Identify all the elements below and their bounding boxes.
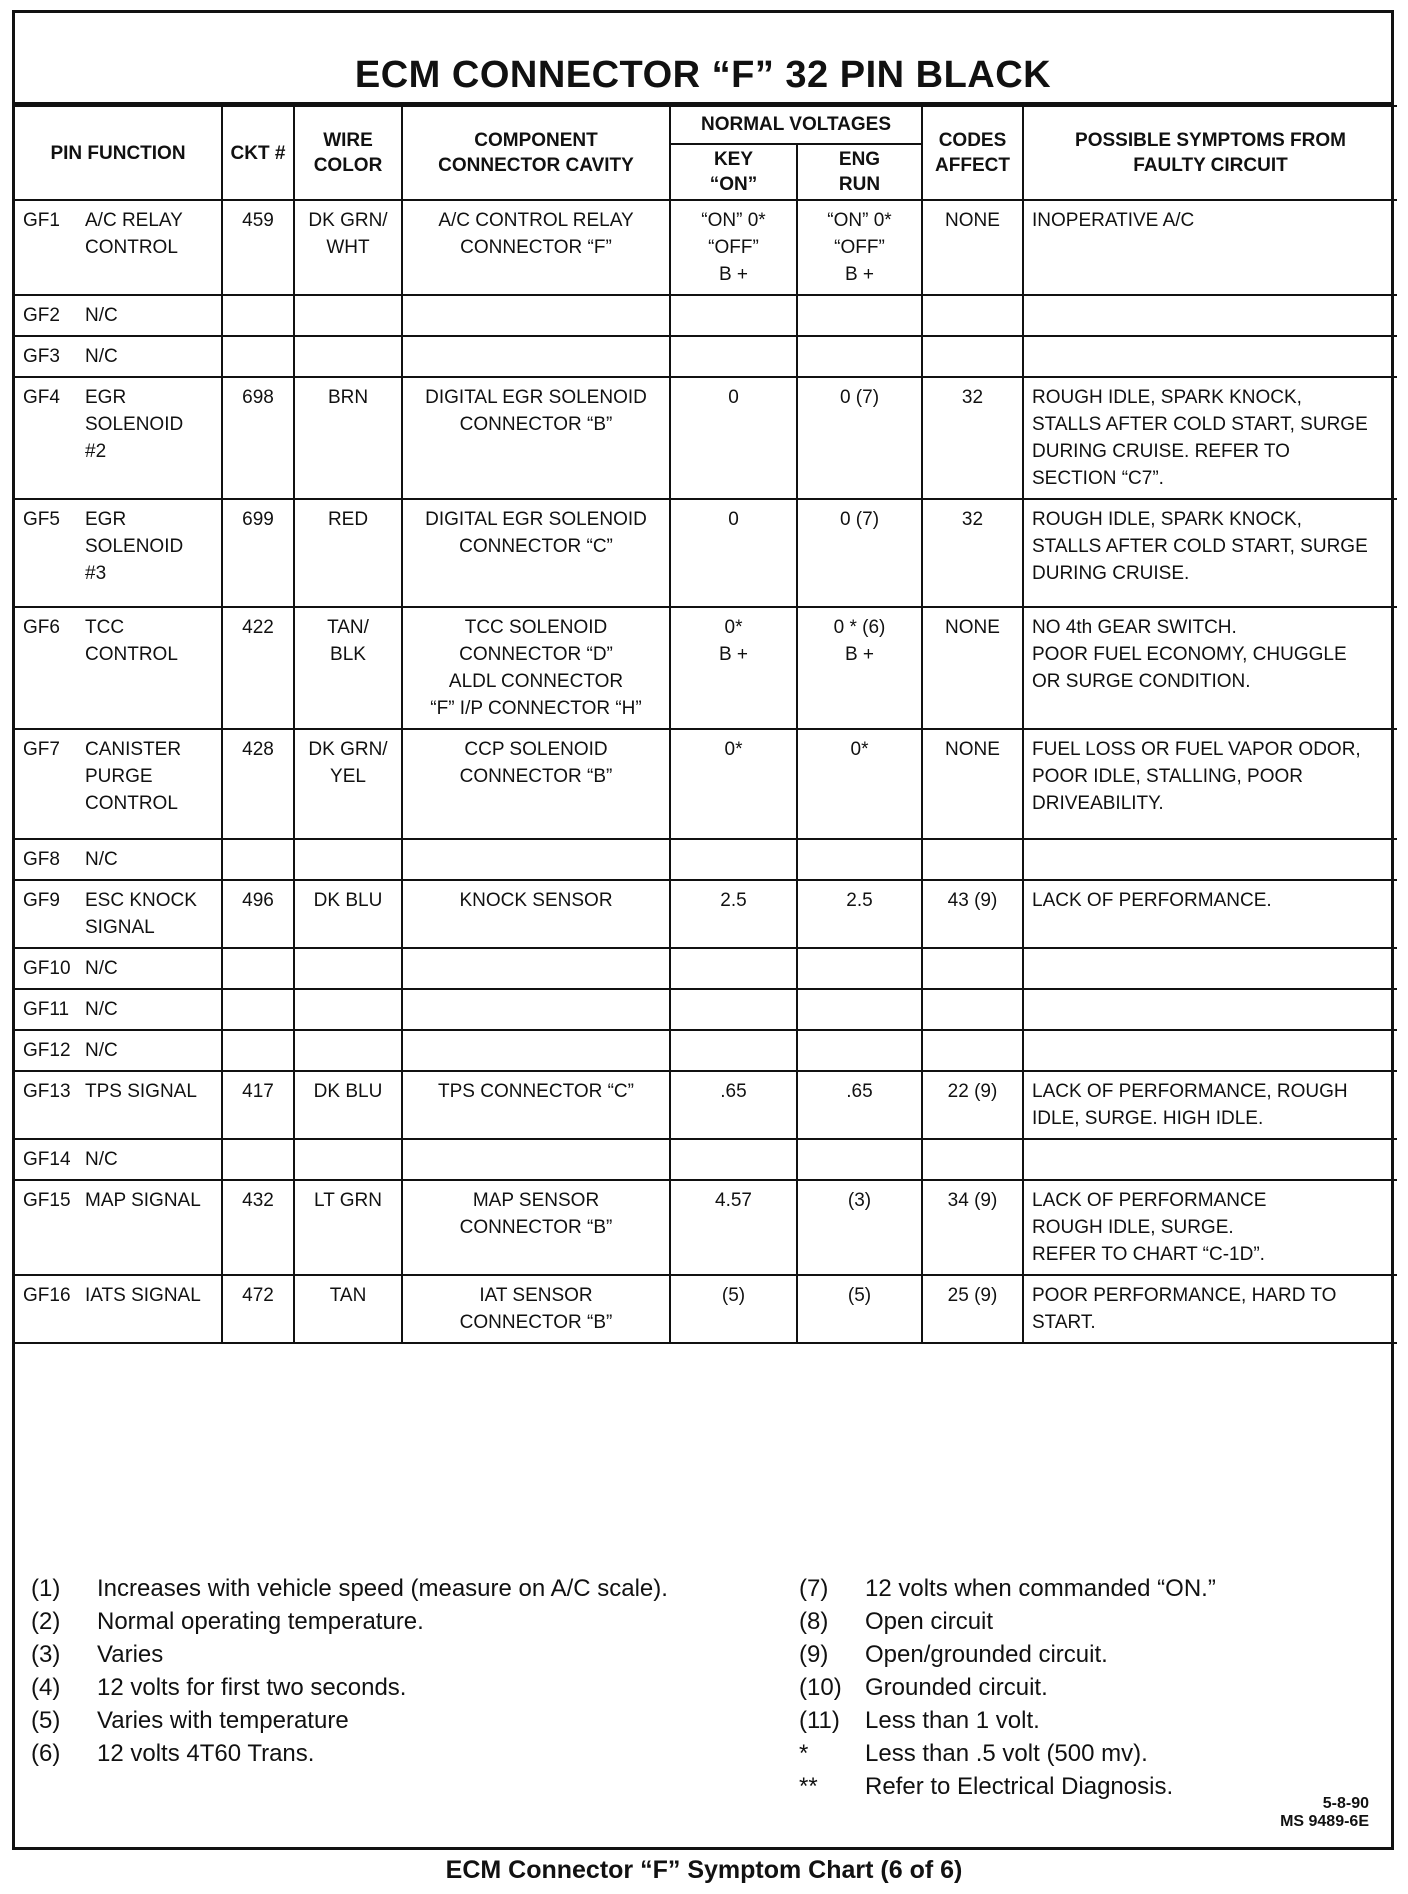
footnote-text: Less than .5 volt (500 mv). [865, 1740, 1148, 1767]
footnote-text: 12 volts when commanded “ON.” [865, 1575, 1216, 1602]
footnote-key: (2) [31, 1608, 61, 1635]
codes-cell: NONE [922, 607, 1023, 729]
wire-color-cell [294, 989, 402, 1030]
component-cell: KNOCK SENSOR [402, 880, 670, 948]
symptoms-cell [1023, 295, 1397, 336]
footnote [799, 1671, 1216, 1704]
wire-color-cell: BRN [294, 377, 402, 499]
reference-number: MS 9489-6E [1280, 1813, 1369, 1830]
footnote-text: Open circuit [865, 1608, 994, 1635]
ckt-cell: 496 [222, 880, 294, 948]
pin-function-cell [15, 499, 222, 607]
ckt-cell [222, 1030, 294, 1071]
component-cell [402, 989, 670, 1030]
pin-function: N/C [85, 1149, 118, 1170]
pin-function: MAP SIGNAL [85, 1190, 201, 1211]
pin-id: GF15 [23, 1190, 71, 1211]
table-row [15, 295, 1397, 336]
footnote-text: Varies with temperature [97, 1707, 349, 1734]
pin-function-cell [15, 839, 222, 880]
key-on-voltage-cell: 0 [670, 499, 797, 607]
pin-function-cell [15, 989, 222, 1030]
eng-run-voltage-cell [797, 839, 922, 880]
component-cell [402, 948, 670, 989]
footnote-text: Normal operating temperature. [97, 1608, 424, 1635]
eng-run-voltage-cell: 0 * (6) B + [797, 607, 922, 729]
eng-run-voltage-cell [797, 1030, 922, 1071]
table-row [15, 729, 1397, 839]
footnote [799, 1605, 1216, 1638]
symptoms-cell [1023, 989, 1397, 1030]
eng-run-voltage-cell: .65 [797, 1071, 922, 1139]
footnote-text: Refer to Electrical Diagnosis. [865, 1773, 1174, 1800]
footnote-text: Grounded circuit. [865, 1674, 1048, 1701]
ckt-cell: 417 [222, 1071, 294, 1139]
footnote [799, 1737, 1216, 1770]
pin-function-cell [15, 948, 222, 989]
component-cell: DIGITAL EGR SOLENOID CONNECTOR “C” [402, 499, 670, 607]
pin-function: N/C [85, 1040, 118, 1061]
wire-color-cell: DK GRN/ YEL [294, 729, 402, 839]
reference-date: 5-8-90 [1322, 1795, 1369, 1812]
footnote [31, 1737, 668, 1770]
footnotes [15, 1494, 1391, 1849]
pin-function-cell [15, 729, 222, 839]
footnote-key: (8) [799, 1608, 829, 1635]
codes-cell [922, 948, 1023, 989]
component-cell: A/C CONTROL RELAY CONNECTOR “F” [402, 200, 670, 295]
ckt-cell [222, 839, 294, 880]
wire-color-cell: DK BLU [294, 1071, 402, 1139]
codes-cell: NONE [922, 729, 1023, 839]
footnote [799, 1572, 1216, 1605]
table-row [15, 989, 1397, 1030]
footnote-key: (1) [31, 1575, 61, 1602]
pin-function-cell [15, 200, 222, 295]
symptoms-cell: LACK OF PERFORMANCE. [1023, 880, 1397, 948]
key-on-voltage-cell [670, 989, 797, 1030]
key-on-voltage-cell [670, 295, 797, 336]
pin-id: GF16 [23, 1285, 71, 1306]
wire-color-cell: DK BLU [294, 880, 402, 948]
symptoms-cell: LACK OF PERFORMANCE, ROUGH IDLE, SURGE. HIGH IDLE. [1023, 1071, 1397, 1139]
symptoms-cell: POOR PERFORMANCE, HARD TO START. [1023, 1275, 1397, 1343]
pin-function: IATS SIGNAL [85, 1285, 201, 1306]
pin-id: GF1 [23, 210, 60, 231]
wire-color-cell: DK GRN/ WHT [294, 200, 402, 295]
pin-function: N/C [85, 958, 118, 979]
header-normal-voltages: NORMAL VOLTAGES [670, 106, 922, 144]
component-cell [402, 1030, 670, 1071]
eng-run-voltage-cell [797, 948, 922, 989]
footnote [31, 1638, 668, 1671]
key-on-voltage-cell: 0* B + [670, 607, 797, 729]
codes-cell [922, 295, 1023, 336]
eng-run-voltage-cell [797, 336, 922, 377]
pin-function-cell [15, 1139, 222, 1180]
pin-id: GF3 [23, 346, 60, 367]
pin-id: GF14 [23, 1149, 71, 1170]
symptoms-cell: FUEL LOSS OR FUEL VAPOR ODOR, POOR IDLE, STALLING, POOR DRIVEABILITY. [1023, 729, 1397, 839]
component-cell: IAT SENSOR CONNECTOR “B” [402, 1275, 670, 1343]
pin-function: CANISTER PURGE CONTROL [85, 739, 182, 814]
wire-color-cell [294, 948, 402, 989]
pin-rows [15, 200, 1397, 1343]
pin-id: GF4 [23, 387, 60, 408]
symptoms-cell: ROUGH IDLE, SPARK KNOCK, STALLS AFTER COLD START, SURGE DURING CRUISE. [1023, 499, 1397, 607]
eng-run-voltage-cell: 0* [797, 729, 922, 839]
codes-cell: 32 [922, 377, 1023, 499]
ckt-cell: 459 [222, 200, 294, 295]
codes-cell: 43 (9) [922, 880, 1023, 948]
pin-function: EGR SOLENOID #3 [85, 509, 184, 584]
component-cell: MAP SENSOR CONNECTOR “B” [402, 1180, 670, 1275]
wire-color-cell [294, 295, 402, 336]
eng-run-voltage-cell [797, 1139, 922, 1180]
symptoms-cell [1023, 1030, 1397, 1071]
key-on-voltage-cell [670, 1139, 797, 1180]
footnote [799, 1770, 1216, 1803]
key-on-voltage-cell [670, 839, 797, 880]
footnote-key: (7) [799, 1575, 829, 1602]
footnotes-left [31, 1572, 668, 1770]
pin-function: N/C [85, 849, 118, 870]
codes-cell [922, 1030, 1023, 1071]
ckt-cell [222, 336, 294, 377]
footnote [31, 1605, 668, 1638]
chart-caption: ECM Connector “F” Symptom Chart (6 of 6) [445, 1856, 963, 1884]
pin-function: ESC KNOCK SIGNAL [85, 890, 197, 938]
component-cell [402, 839, 670, 880]
table-row [15, 1275, 1397, 1343]
eng-run-voltage-cell [797, 989, 922, 1030]
pin-function-cell [15, 880, 222, 948]
pin-id: GF10 [23, 958, 71, 979]
component-cell [402, 336, 670, 377]
footnote-key: (10) [799, 1674, 842, 1701]
eng-run-voltage-cell: (5) [797, 1275, 922, 1343]
table-row [15, 948, 1397, 989]
codes-cell [922, 839, 1023, 880]
component-cell: CCP SOLENOID CONNECTOR “B” [402, 729, 670, 839]
header-symptoms: POSSIBLE SYMPTOMS FROM FAULTY CIRCUIT [1023, 106, 1397, 200]
pin-function-cell [15, 336, 222, 377]
eng-run-voltage-cell: 2.5 [797, 880, 922, 948]
key-on-voltage-cell: 0 [670, 377, 797, 499]
symptoms-cell: LACK OF PERFORMANCE ROUGH IDLE, SURGE. REFER TO CHART “C-1D”. [1023, 1180, 1397, 1275]
wire-color-cell [294, 839, 402, 880]
pin-function: N/C [85, 305, 118, 326]
codes-cell: 34 (9) [922, 1180, 1023, 1275]
key-on-voltage-cell: .65 [670, 1071, 797, 1139]
symptoms-cell [1023, 948, 1397, 989]
chart-sheet [12, 10, 1394, 1850]
header-component: COMPONENT CONNECTOR CAVITY [402, 106, 670, 200]
page-title: ECM CONNECTOR “F” 32 PIN BLACK [15, 13, 1391, 105]
symptoms-cell: ROUGH IDLE, SPARK KNOCK, STALLS AFTER COLD START, SURGE DURING CRUISE. REFER TO SECTION “C7”. [1023, 377, 1397, 499]
ckt-cell: 428 [222, 729, 294, 839]
table-row [15, 1180, 1397, 1275]
codes-cell: 25 (9) [922, 1275, 1023, 1343]
pin-id: GF8 [23, 849, 60, 870]
footnote-key: (3) [31, 1641, 61, 1668]
wire-color-cell [294, 1030, 402, 1071]
header-codes: CODES AFFECT [922, 106, 1023, 200]
component-cell: TPS CONNECTOR “C” [402, 1071, 670, 1139]
table-row [15, 607, 1397, 729]
footnotes-right [799, 1572, 1216, 1803]
ckt-cell [222, 295, 294, 336]
pin-function-cell [15, 1180, 222, 1275]
footnote-text: 12 volts for first two seconds. [97, 1674, 407, 1701]
header-ckt: CKT # [222, 106, 294, 200]
pin-function-cell [15, 295, 222, 336]
symptoms-cell: NO 4th GEAR SWITCH. POOR FUEL ECONOMY, CHUGGLE OR SURGE CONDITION. [1023, 607, 1397, 729]
footnote [799, 1638, 1216, 1671]
table-row [15, 377, 1397, 499]
header-pin-function: PIN FUNCTION [15, 106, 222, 200]
pin-function-cell [15, 1030, 222, 1071]
pin-id: GF2 [23, 305, 60, 326]
table-row [15, 1030, 1397, 1071]
ckt-cell: 699 [222, 499, 294, 607]
pin-id: GF13 [23, 1081, 71, 1102]
key-on-voltage-cell [670, 1030, 797, 1071]
footnote-key: ** [799, 1773, 818, 1800]
codes-cell: 32 [922, 499, 1023, 607]
pin-function: EGR SOLENOID #2 [85, 387, 184, 462]
component-cell: DIGITAL EGR SOLENOID CONNECTOR “B” [402, 377, 670, 499]
reference-code [1280, 1795, 1369, 1831]
pin-function-cell [15, 377, 222, 499]
eng-run-voltage-cell: 0 (7) [797, 377, 922, 499]
eng-run-voltage-cell: (3) [797, 1180, 922, 1275]
eng-run-voltage-cell: “ON” 0* “OFF” B + [797, 200, 922, 295]
table-row [15, 200, 1397, 295]
pin-function-cell [15, 1071, 222, 1139]
ckt-cell: 472 [222, 1275, 294, 1343]
footnote-text: Less than 1 volt. [865, 1707, 1040, 1734]
pin-function: N/C [85, 999, 118, 1020]
codes-cell [922, 989, 1023, 1030]
pin-function: TCC CONTROL [85, 617, 178, 665]
ckt-cell [222, 1139, 294, 1180]
pin-id: GF5 [23, 509, 60, 530]
component-cell: TCC SOLENOID CONNECTOR “D” ALDL CONNECTOR “F” I/P CONNECTOR “H” [402, 607, 670, 729]
key-on-voltage-cell [670, 336, 797, 377]
symptoms-cell [1023, 336, 1397, 377]
footnote [31, 1671, 668, 1704]
footnote-text: 12 volts 4T60 Trans. [97, 1740, 315, 1767]
codes-cell [922, 1139, 1023, 1180]
pin-function-cell [15, 1275, 222, 1343]
footnote-key: (9) [799, 1641, 829, 1668]
codes-cell: 22 (9) [922, 1071, 1023, 1139]
symptoms-cell [1023, 839, 1397, 880]
pin-function: TPS SIGNAL [85, 1081, 197, 1102]
key-on-voltage-cell: 4.57 [670, 1180, 797, 1275]
ckt-cell [222, 989, 294, 1030]
footnote-text: Varies [97, 1641, 164, 1668]
pin-id: GF12 [23, 1040, 71, 1061]
table-row [15, 336, 1397, 377]
wire-color-cell [294, 1139, 402, 1180]
eng-run-voltage-cell [797, 295, 922, 336]
component-cell [402, 1139, 670, 1180]
footnote-key: (11) [799, 1707, 840, 1734]
header-key-on: KEY “ON” [670, 144, 797, 200]
footnote [31, 1704, 668, 1737]
table-row [15, 499, 1397, 607]
footnote [31, 1572, 668, 1605]
pin-function: A/C RELAY CONTROL [85, 210, 183, 258]
pin-function-cell [15, 607, 222, 729]
symptoms-cell [1023, 1139, 1397, 1180]
ckt-cell [222, 948, 294, 989]
footnote-text: Open/grounded circuit. [865, 1641, 1108, 1668]
codes-cell [922, 336, 1023, 377]
wire-color-cell: TAN [294, 1275, 402, 1343]
footnote-key: * [799, 1740, 809, 1767]
pin-table [15, 105, 1397, 1344]
ckt-cell: 422 [222, 607, 294, 729]
pin-id: GF6 [23, 617, 60, 638]
footnote [799, 1704, 1216, 1737]
pin-id: GF9 [23, 890, 60, 911]
table-row [15, 880, 1397, 948]
codes-cell: NONE [922, 200, 1023, 295]
ckt-cell: 432 [222, 1180, 294, 1275]
key-on-voltage-cell: (5) [670, 1275, 797, 1343]
pin-id: GF11 [23, 999, 70, 1020]
wire-color-cell: TAN/ BLK [294, 607, 402, 729]
key-on-voltage-cell: 0* [670, 729, 797, 839]
pin-id: GF7 [23, 739, 60, 760]
wire-color-cell: RED [294, 499, 402, 607]
wire-color-cell: LT GRN [294, 1180, 402, 1275]
header-wire-color: WIRE COLOR [294, 106, 402, 200]
footnote-text: Increases with vehicle speed (measure on A/C scale). [97, 1575, 668, 1602]
table-row [15, 1139, 1397, 1180]
symptoms-cell: INOPERATIVE A/C [1023, 200, 1397, 295]
footnote-key: (6) [31, 1740, 61, 1767]
ckt-cell: 698 [222, 377, 294, 499]
table-row [15, 839, 1397, 880]
footnote-key: (5) [31, 1707, 61, 1734]
footnote-key: (4) [31, 1674, 61, 1701]
header-eng-run: ENG RUN [797, 144, 922, 200]
eng-run-voltage-cell: 0 (7) [797, 499, 922, 607]
key-on-voltage-cell [670, 948, 797, 989]
key-on-voltage-cell: “ON” 0* “OFF” B + [670, 200, 797, 295]
table-row [15, 1071, 1397, 1139]
wire-color-cell [294, 336, 402, 377]
component-cell [402, 295, 670, 336]
key-on-voltage-cell: 2.5 [670, 880, 797, 948]
pin-function: N/C [85, 346, 118, 367]
